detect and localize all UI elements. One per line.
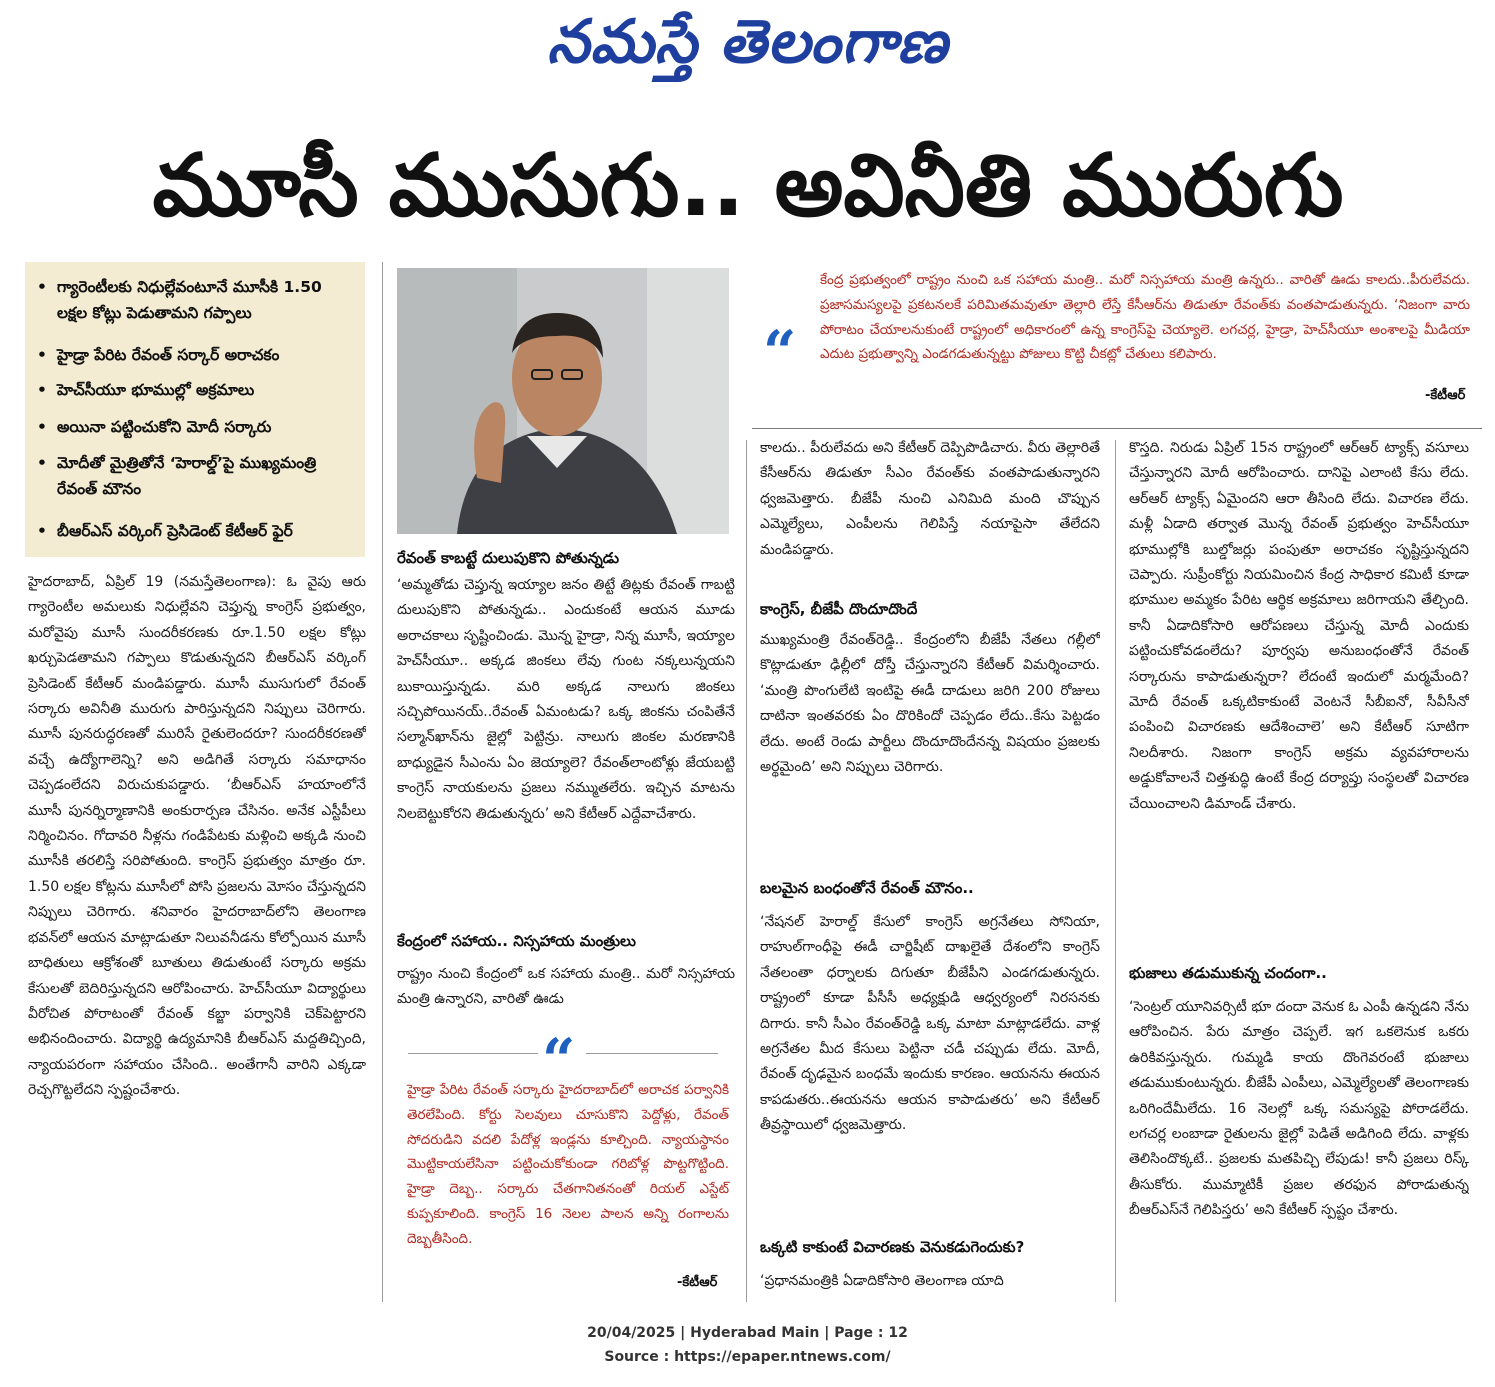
article-col-3-para: ‘నేషనల్ హెరాల్డ్ కేసులో కాంగ్రెస్ అగ్రనేతలు సోనియా, రాహుల్‌గాంధీపై ఈడీ చార్జిషీట్ దాఖలైతే దేశంలోని కాంగ్రెస్ నేతలంతా ధర్నాలకు దిగుతూ బీజేపీని ఎండగడుతున్నరు. రాష్ట్రంలో కూడా పీసీసీ అధ్యక్షుడి ఆధ్వర్యంలో నిరసనకు దిగారు. కానీ సీఎం రేవంత్‌రెడ్డి ఒక్క మాటా మాట్లాడలేదు. వాళ్ల అగ్రనేతల మీద కేసులు పెట్టినా చడీ చప్పుడు లేదు. మోదీ, రేవంత్ దృఢమైన బంధమే ఇందుకు కారణం. ఆయనను ఈయన కాపడుతరు..ఈయనను ఆయన కాపాడుతరు’ అని కేటీఆర్ తీవ్రస్థాయిలో ధ్వజమెత్తారు. xyxy=(760,914,1100,1134)
highlight-item: • హెచ్‌సీయూ భూముల్లో అక్రమాలు xyxy=(37,381,255,399)
quote-rule-right xyxy=(586,1053,718,1054)
quote-mark-icon: “ xyxy=(763,318,797,386)
quote-rule-left xyxy=(408,1053,538,1054)
mid-quote-signature: -కేటీఆర్ xyxy=(677,1275,718,1290)
article-col-4-para: ‘సెంట్రల్ యూనివర్సిటీ భూ దందా వెనుక ఓ ఎంపీ ఉన్నడని నేను ఆరోపించిన. పేరు మాత్రం చెప్పలే. ఇగ ఒకలెనుక ఒకరు ఉరికివస్తున్నరు. గుమ్మడి కాయ దొంగెవరంటే భుజాలు తడుముకుంటున్నరు. బీజేపీ ఎంపీలు, ఎమ్మెల్యేలతో తెలంగాణకు ఒరిగిందేమీలేదు. 16 నెలల్లో ఒక్క సమస్యపై పోరాడలేదు. లగచర్ల లంబాడా రైతులను జైల్లో పెడితే అడిగింది లేదు. వాళ్లకు తెలిసిందొక్కటే.. ప్రజలకు మతపిచ్చి లేపుడు! కానీ ప్రజలు రిస్క్ తీసుకోరు. ముమ్మాటికీ ప్రజల తరఫున పోరాడుతున్న బీఆర్ఎస్‌నే గెలిపిస్తరు’ అని కేటీఆర్ స్పష్టం చేశారు. xyxy=(1129,999,1469,1219)
subheading: కాంగ్రెస్, బీజేపీ దొందూదొందే xyxy=(760,600,918,618)
highlight-item: • గ్యారెంటీలకు నిధుల్లేవంటూనే మూసీకి 1.50 లక్షల కోట్లు పెడుతామని గప్పాలు xyxy=(37,278,322,322)
subheading: భుజాలు తడుముకున్న చందంగా.. xyxy=(1129,964,1327,982)
article-col-3-para: ముఖ్యమంత్రి రేవంత్‌రెడ్డి.. కేంద్రంలోని బీజేపీ నేతలు గల్లీలో కొట్లాడుతూ ఢిల్లీలో దోస్తీ చేస్తున్నారని కేటీఆర్ విమర్శించారు. ‘మంత్రి పొంగులేటి ఇంటిపై ఈడీ దాడులు జరిగి 200 రోజులు దాటినా ఇంతవరకు ఏం దొరికిందో చెప్పడం లేదు..కేసు పెట్టడం లేదు. అంటే రెండు పార్టీలు దొందూదొందేనన్న విషయం ప్రజలకు అర్థమైంది’ అని నిప్పులు చెరిగారు. xyxy=(760,632,1100,776)
article-col-3-para: కాలదు.. పీరులేవదు అని కేటీఆర్ దెప్పిపొడిచారు. వీరు తెల్లారితే కేసీఆర్‌ను తిడుతూ సీఎం రేవంత్‌కు వంతపాడుతున్నారని ధ్వజమెత్తారు. బీజేపీ నుంచి ఎనిమిది మంది చొప్పున ఎమ్మెల్యేలు, ఎంపీలను గెలిపిస్తే నయాపైసా తేలేదని మండిపడ్డారు. xyxy=(760,440,1100,558)
masthead-logo: నమస్తే తెలంగాణ xyxy=(546,7,949,77)
subheading: కేంద్రంలో సహాయ.. నిస్సహాయ మంత్రులు xyxy=(397,932,636,950)
article-col-2-para: ‘అమ్మతోడు చెప్తున్న ఇయ్యాల జనం తిట్టే తిట్లకు రేవంత్ గాబట్టి దులుపుకొని పోతున్నడు.. ఎందుకంటే ఆయన మూడు అరాచకాలు సృష్టించిండు. మొన్న హైడ్రా, నిన్న మూసీ, ఇయ్యాల హెచ్‌సీయూ.. అక్కడ జింకలు లేవు గుంట నక్కలున్నయని బుకాయిస్తున్నడు. మరి అక్కడ నాలుగు జింకలు సచ్చిపోయినయ్..రేవంత్ ఏమంటడు? ఒక్క జింకను చంపితేనే సల్మాన్‌ఖాన్‌ను జైల్లో పెట్టిన్రు. నాలుగు జింకల మరణానికి బాధ్యుడైన సీఎంను ఏం జెయ్యాలె? రేవంత్‌లాంటోళ్లు జేయబట్టి కాంగ్రెస్ నాయకులను ప్రజలు నమ్ముతలేరు. ఇచ్చిన మాటను నిలబెట్టుకోరని తిడుతున్నరు’ అని కేటీఆర్ ఎద్దేవాచేశారు. xyxy=(397,577,735,822)
article-col-3-para: ‘ప్రధానమంత్రికి ఏడాదికోసారి తెలంగాణ యాది xyxy=(760,1273,1004,1289)
photo-caption: రేవంత్ కాబట్టే దులుపుకొని పోతున్నడు xyxy=(397,549,620,567)
quote-divider xyxy=(752,428,1482,429)
footer-source-link[interactable]: Source : https://epaper.ntnews.com/ xyxy=(604,1349,891,1365)
subheading: ఒక్కటి కాకుంటే విచారణకు వెనుకడుగెందుకు? xyxy=(760,1238,1025,1256)
article-col-1: హైదరాబాద్, ఏప్రిల్ 19 (నమస్తేతెలంగాణ): ఓ వైపు ఆరు గ్యారెంటీల అమలుకు నిధుల్లేవని చెప్తున్న కాంగ్రెస్ ప్రభుత్వం, మరోవైపు మూసీ సుందరీకరణకు రూ.1.50 లక్షల కోట్లు ఖర్చుపెడతామని గప్పాలు కొడుతున్నదని బీఆర్ఎస్ వర్కింగ్ ప్రెసిడెంట్ కేటీఆర్ మండిపడ్డారు. మూసీ ముసుగులో రేవంత్ సర్కారు అవినీతి మురుగు పారిస్తున్నదని నిప్పులు చెరిగారు. మూసీ పునరుద్ధరణతో మురిసే రైతులెందరూ? సుందరీకరణతో వచ్చే ఉద్యోగాలెన్ని? అని అడిగితే సర్కారు సమాధానం చెప్పడంలేదని విరుచుకుపడ్డారు. ‘బీఆర్ఎస్ హయాంలోనే మూసీ పునర్నిర్మాణానికి అంకురార్పణ చేసినం. అనేక ఎస్టీపీలు నిర్మించినం. గోదావరి నీళ్లను గండిపేటకు మళ్లించి అక్కడి నుంచి మూసీకి తరలిస్తే సరిపోతుంది. కాంగ్రెస్ ప్రభుత్వం మాత్రం రూ. 1.50 లక్షల కోట్లను మూసీలో పోసి ప్రజలను మోసం చేస్తున్నదని నిప్పులు చెరిగారు. శనివారం హైదరాబాద్‌లోని తెలంగాణ భవన్‌లో ఆయన మాట్లాడుతూ నిలువనీడను కోల్పోయిన మూసీ బాధితులు ఆక్రోశంతో బూతులు తిడుతుంటే సర్కారు అక్రమ కేసులతో బెదిరిస్తున్నదని ఆరోపించారు. హెచ్‌సీయూ విద్యార్థులు వీరోచిత పోరాటంతో రేవంత్ కబ్జా పర్వానికి చెక్‌పెట్టారని అభినందించారు. విద్యార్థి ఉద్యమానికి బీఆర్ఎస్ మద్దతిచ్చింది, న్యాయపరంగా సహాయం చేసింది.. అంతేగానీ వారిని ఎక్కడా రెచ్చగొట్టలేదని స్పష్టంచేశారు. xyxy=(28,574,366,1099)
subheading: బలమైన బంధంతోనే రేవంత్ మౌనం.. xyxy=(760,879,974,897)
column-rule xyxy=(382,262,383,1302)
quote-mark-icon: “ xyxy=(542,1026,576,1094)
highlight-item: • అయినా పట్టించుకోని మోదీ సర్కారు xyxy=(37,418,272,436)
column-rule xyxy=(746,440,747,1302)
article-col-4-para: కొస్తది. నిరుడు ఏప్రిల్ 15న రాష్ట్రంలో ఆర్ఆర్ ట్యాక్స్ వసూలు చేస్తున్నారని మోదీ ఆరోపించారు. దానిపై ఎలాంటి కేసు లేదు. ఆర్ఆర్ ట్యాక్స్ ఏమైందని ఆరా తీసింది లేదు. విచారణ లేదు. మళ్లీ ఏడాది తర్వాత మొన్న రేవంత్ ప్రభుత్వం హెచ్‌సీయూ భూముల్లోకి బుల్డోజర్లు పంపుతూ అరాచకం సృష్టిస్తున్నదని చెప్పారు. సుప్రీంకోర్టు నియమించిన కేంద్ర సాధికార కమిటీ కూడా భూముల అమ్మకం పేరిట ఆర్థిక అక్రమాలు జరిగాయని తేల్చింది. కానీ ఏడాదికోసారి ఆరోపణలు చేస్తున్న మోదీ ఎందుకు పట్టించుకోవడంలేదు? పూర్వపు అనుబంధంతోనే రేవంత్ సర్కారును కాపాడుతున్నరా? లేదంటే ఇందులో మర్మమేంది? మోదీ రేవంత్ ఒక్కటికాకుంటే వెంటనే సీబీఐనో, సీవీసీనో పంపించి విచారణకు ఆదేశించాలె’ అని కేటీఆర్ సూటిగా నిలదీశారు. నిజంగా కాంగ్రెస్ అక్రమ వ్యవహారాలను అడ్డుకోవాలనే చిత్తశుద్ధి ఉంటే కేంద్ర దర్యాప్తు సంస్థలతో విచారణ చేయించాలని డిమాండ్ చేశారు. xyxy=(1129,440,1469,812)
article-col-2-para: రాష్ట్రం నుంచి కేంద్రంలో ఒక సహాయ మంత్రి.. మరో నిస్సహాయ మంత్రి ఉన్నారని, వారితో ఊడు xyxy=(397,966,735,1008)
footer-edition: 20/04/2025 | Hyderabad Main | Page : 12 xyxy=(587,1325,908,1341)
headline: మూసీ ముసుగు.. అవినీతి మురుగు xyxy=(152,136,1344,236)
highlight-item: • బీఆర్ఎస్ వర్కింగ్ ప్రెసిడెంట్ కేటీఆర్ ఫైర్ xyxy=(37,522,293,540)
top-pull-quote: కేంద్ర ప్రభుత్వంలో రాష్ట్రం నుంచి ఒక సహాయ మంత్రి.. మరో నిస్సహాయ మంత్రి ఉన్నరు.. వారితో ఊడు కాలదు..పీరులేవదు. ప్రజాసమస్యలపై ప్రకటనలకే పరిమితమవుతూ తెల్లారి లేస్తే కేసీఆర్‌ను తిడుతూ రేవంత్‌కు వంతపాడుతున్నరు. ‘నిజంగా వారు పోరాటం చేయాలనుకుంటే రాష్ట్రంలో అధికారంలో ఉన్న కాంగ్రెస్‌పై చెయ్యాలె. లగచర్ల, హైడ్రా, హెచ్‌సీయూ అంశాలపై మీడియా ఎదుట ప్రభుత్వాన్ని ఎండగడుతున్నట్టు పోజులు కొట్టి చీకట్లో చేతులు కలిపారు. xyxy=(820,272,1470,363)
top-quote-signature: -కేటీఆర్ xyxy=(1425,388,1466,403)
column-rule xyxy=(1115,440,1116,1302)
mid-pull-quote: హైడ్రా పేరిట రేవంత్ సర్కారు హైదరాబాద్‌లో అరాచక పర్వానికి తెరలేపింది. కోర్టు సెలవులు చూసుకొని పెద్దోళ్లు, రేవంత్ సోదరుడిని వదలి పేదోళ్ల ఇండ్లను కూల్చింది. న్యాయస్థానం మొట్టికాయలేసినా పట్టించుకోకుండా గరిబోళ్ల పొట్టగొట్టింది. హైడ్రా దెబ్బ.. సర్కారు చేతగానితనంతో రియల్ ఎస్టేట్ కుప్పకూలింది. కాంగ్రెస్ 16 నెలల పాలన అన్ని రంగాలను దెబ్బతీసింది. xyxy=(407,1082,729,1247)
highlight-item: • హైడ్రా పేరిట రేవంత్ సర్కార్ అరాచకం xyxy=(37,346,280,364)
highlights-box xyxy=(25,262,365,557)
highlight-item: • మోదీతో మైత్రితోనే ‘హెరాల్డ్’పై ముఖ్యమంత్రి రేవంత్ మౌనం xyxy=(37,454,317,498)
ktr-photo xyxy=(397,268,729,534)
